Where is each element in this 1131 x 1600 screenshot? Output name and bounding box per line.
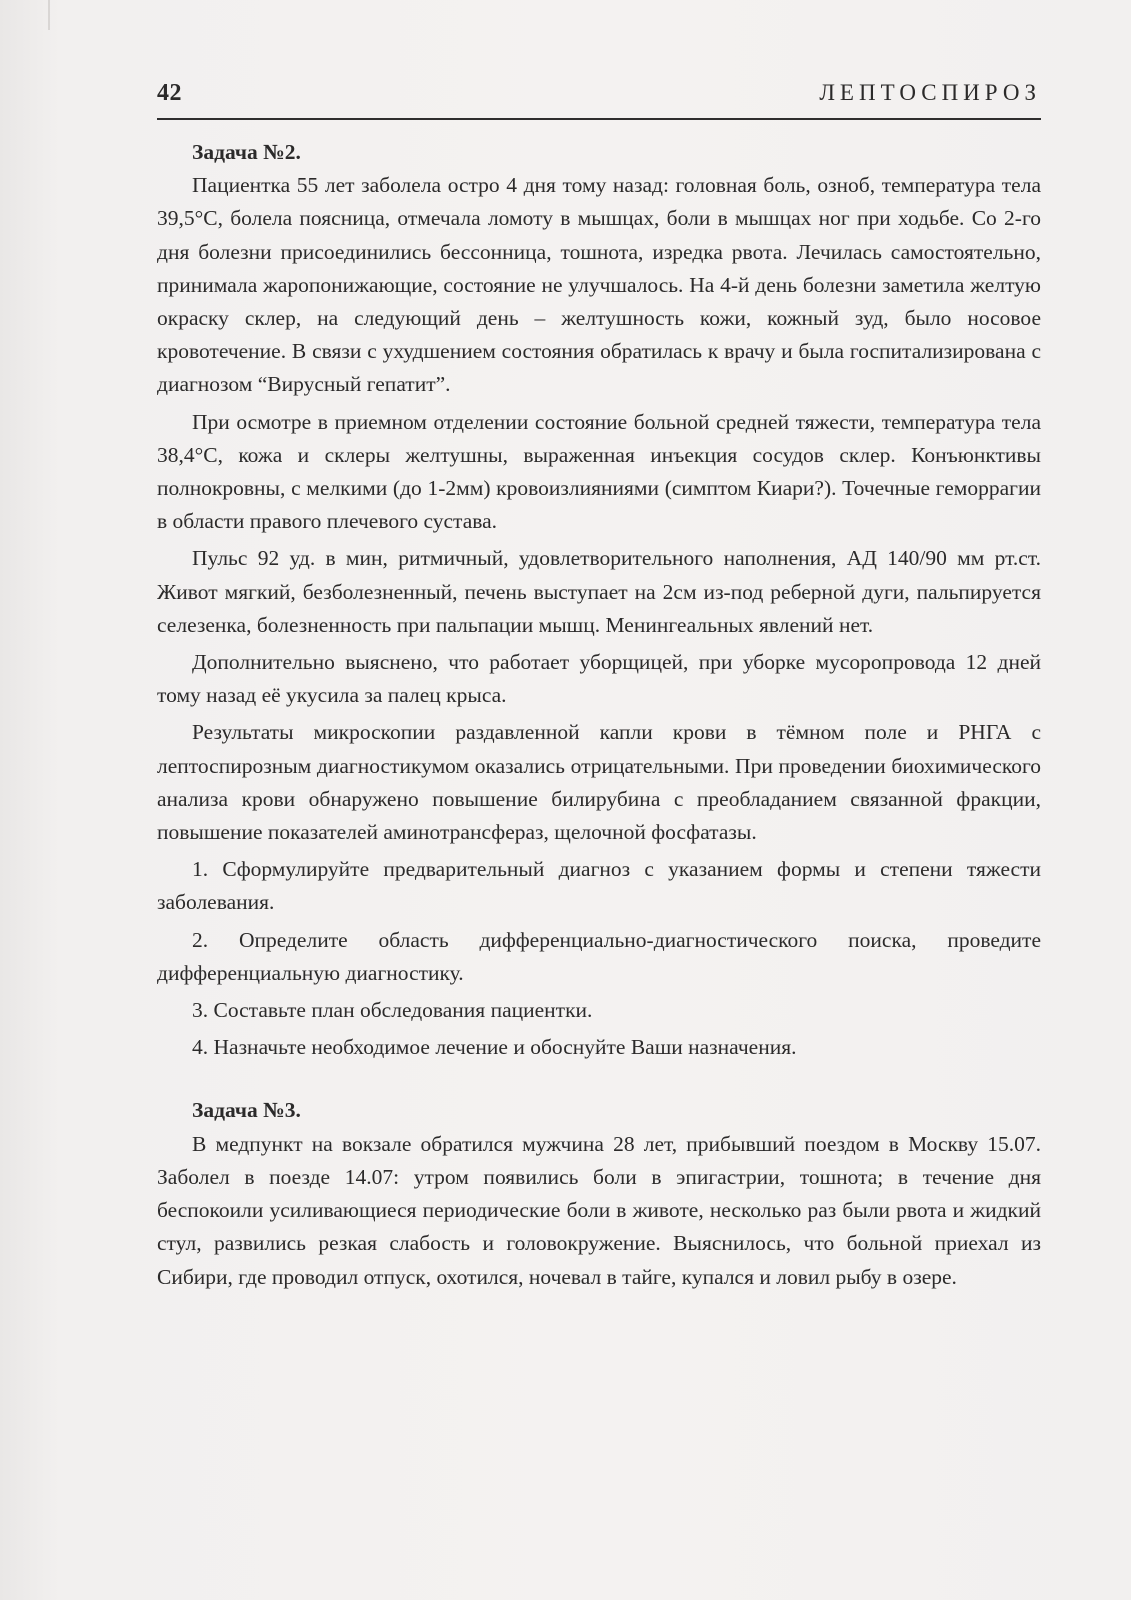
question-item: 4. Назначьте необходимое лечение и обоснуйте Ваши назначения. xyxy=(192,1035,797,1060)
question-item: 2. Определите область дифференциально-диагностического поиска, проведите дифференциальную диагностику. xyxy=(157,927,1041,985)
paragraph: Результаты микроскопии раздавленной капли крови в тёмном поле и РНГА с лептоспирозным диагностикумом оказались отрицательными. При проведении биохимического анализа крови обнаружено повышение билирубина с преобладанием связанной фракции, повышение показателей аминотрансфераз, щелочной фосфатазы. xyxy=(157,720,1041,845)
question-item: 3. Составьте план обследования пациентки. xyxy=(192,998,593,1023)
header-rule xyxy=(157,118,1041,120)
paragraph: Пульс 92 уд. в мин, ритмичный, удовлетворительного наполнения, АД 140/90 мм рт.ст. Живот мягкий, безболезненный, печень выступает на 2см из-под реберной дуги, пальпируется селезенка, болезненность при пальпации мышц. Менингеальных явлений нет. xyxy=(157,546,1041,637)
question-item: 1. Сформулируйте предварительный диагноз с указанием формы и степени тяжести заболевания. xyxy=(157,857,1041,915)
task-3 xyxy=(157,1094,1041,1293)
task-2 xyxy=(157,136,1041,1064)
page-content xyxy=(157,136,1041,1294)
paragraph: Дополнительно выяснено, что работает уборщицей, при уборке мусоропровода 12 дней тому назад её укусила за палец крыса. xyxy=(157,650,1041,708)
paragraph: При осмотре в приемном отделении состояние больной средней тяжести, температура тела 38,4°С, кожа и склеры желтушны, выраженная инъекция сосудов склер. Конъюнктивы полнокровны, с мелкими (до 1-2мм) кровоизлияниями (симптом Киари?). Точечные геморрагии в области правого плечевого сустава. xyxy=(157,409,1041,534)
page-header xyxy=(157,76,1041,116)
page-number: 42 xyxy=(157,80,182,106)
scan-edge-mark xyxy=(48,0,50,30)
paragraph: Пациентка 55 лет заболела остро 4 дня тому назад: головная боль, озноб, температура тела 39,5°С, болела поясница, отмечала ломоту в мышцах, боли в мышцах ног при ходьбе. Со 2-го дня болезни присоединились бессонница, тошнота, изредка рвота. Лечилась самостоятельно, принимала жаропонижающие, состояние не улучшалось. На 4-й день болезни заметила желтую окраску склер, на следующий день – желтушность кожи, кожный зуд, было носовое кровотечение. В связи с ухудшением состояния обратилась к врачу и была госпитализирована с диагнозом “Вирусный гепатит”. xyxy=(157,173,1041,397)
task-heading: Задача №2. xyxy=(192,140,301,164)
task-heading: Задача №3. xyxy=(192,1098,301,1123)
paragraph: В медпункт на вокзале обратился мужчина 28 лет, прибывший поездом в Москву 15.07. Заболел в поезде 14.07: утром появились боли в эпигастрии, тошнота; в течение дня беспокоили усиливающиеся периодические боли в животе, несколько раз были рвота и жидкий стул, развились резкая слабость и головокружение. Выяснилось, что больной приехал из Сибири, где проводил отпуск, охотился, ночевал в тайге, купался и ловил рыбу в озере. xyxy=(157,1131,1041,1289)
running-title: ЛЕПТОСПИРОЗ xyxy=(819,80,1041,105)
